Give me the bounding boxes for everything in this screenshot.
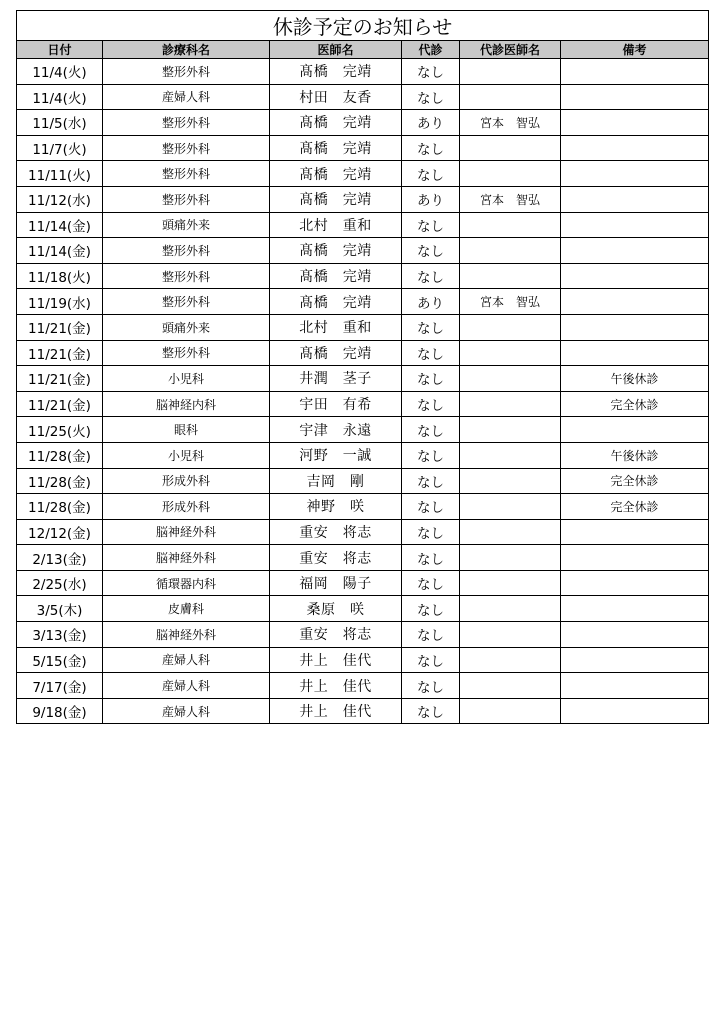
doctor-cell: 北村 重和	[270, 314, 402, 340]
table-row	[17, 596, 709, 622]
date-cell: 11/21(金)	[17, 391, 103, 417]
doctor-cell: 井上 佳代	[270, 698, 402, 724]
doctor-cell: 河野 一誠	[270, 442, 402, 468]
remarks-cell	[561, 673, 709, 699]
remarks-cell: 完全休診	[561, 468, 709, 494]
doctor-cell: 髙橋 完靖	[270, 161, 402, 187]
doctor-cell: 井潤 茎子	[270, 366, 402, 392]
doctor-cell: 重安 将志	[270, 622, 402, 648]
remarks-cell	[561, 698, 709, 724]
remarks-cell	[561, 238, 709, 264]
header-date: 日付	[17, 41, 103, 59]
department-cell: 小児科	[103, 366, 270, 392]
department-cell: 皮膚科	[103, 596, 270, 622]
substitute-doctor-cell	[460, 212, 561, 238]
remarks-cell	[561, 417, 709, 443]
table-row	[17, 110, 709, 136]
substitute-doctor-cell	[460, 673, 561, 699]
doctor-cell: 髙橋 完靖	[270, 135, 402, 161]
table-row	[17, 289, 709, 315]
table-row	[17, 673, 709, 699]
header-substitute-doctor: 代診医師名	[460, 41, 561, 59]
table-row	[17, 647, 709, 673]
table-row	[17, 186, 709, 212]
date-cell: 2/13(金)	[17, 545, 103, 571]
remarks-cell: 午後休診	[561, 366, 709, 392]
date-cell: 11/21(金)	[17, 314, 103, 340]
date-cell: 11/5(水)	[17, 110, 103, 136]
date-cell: 11/4(火)	[17, 59, 103, 85]
header-doctor: 医師名	[270, 41, 402, 59]
department-cell: 整形外科	[103, 263, 270, 289]
date-cell: 11/12(水)	[17, 186, 103, 212]
doctor-cell: 髙橋 完靖	[270, 110, 402, 136]
substitute-cell: なし	[402, 468, 460, 494]
substitute-doctor-cell	[460, 468, 561, 494]
remarks-cell	[561, 186, 709, 212]
substitute-doctor-cell	[460, 545, 561, 571]
substitute-cell: なし	[402, 366, 460, 392]
doctor-cell: 宇田 有希	[270, 391, 402, 417]
department-cell: 小児科	[103, 442, 270, 468]
table-row	[17, 84, 709, 110]
remarks-cell	[561, 135, 709, 161]
department-cell: 脳神経内科	[103, 391, 270, 417]
table-row	[17, 622, 709, 648]
department-cell: 脳神経外科	[103, 519, 270, 545]
remarks-cell	[561, 110, 709, 136]
substitute-cell: なし	[402, 698, 460, 724]
remarks-cell: 午後休診	[561, 442, 709, 468]
substitute-cell: なし	[402, 314, 460, 340]
substitute-cell: なし	[402, 84, 460, 110]
substitute-doctor-cell: 宮本 智弘	[460, 110, 561, 136]
remarks-cell: 完全休診	[561, 391, 709, 417]
table-row	[17, 391, 709, 417]
substitute-doctor-cell	[460, 340, 561, 366]
substitute-doctor-cell	[460, 596, 561, 622]
substitute-cell: なし	[402, 135, 460, 161]
remarks-cell	[561, 647, 709, 673]
date-cell: 12/12(金)	[17, 519, 103, 545]
doctor-cell: 宇津 永遠	[270, 417, 402, 443]
substitute-cell: なし	[402, 212, 460, 238]
remarks-cell	[561, 570, 709, 596]
date-cell: 7/17(金)	[17, 673, 103, 699]
department-cell: 形成外科	[103, 468, 270, 494]
substitute-doctor-cell: 宮本 智弘	[460, 186, 561, 212]
date-cell: 3/13(金)	[17, 622, 103, 648]
substitute-doctor-cell	[460, 366, 561, 392]
doctor-cell: 井上 佳代	[270, 673, 402, 699]
table-row	[17, 59, 709, 85]
date-cell: 11/14(金)	[17, 212, 103, 238]
date-cell: 11/21(金)	[17, 340, 103, 366]
table-row	[17, 545, 709, 571]
doctor-cell: 髙橋 完靖	[270, 340, 402, 366]
substitute-doctor-cell	[460, 84, 561, 110]
date-cell: 11/14(金)	[17, 238, 103, 264]
substitute-doctor-cell	[460, 59, 561, 85]
table-row	[17, 570, 709, 596]
doctor-cell: 北村 重和	[270, 212, 402, 238]
header-remarks: 備考	[561, 41, 709, 59]
doctor-cell: 吉岡 剛	[270, 468, 402, 494]
substitute-cell: なし	[402, 647, 460, 673]
substitute-doctor-cell	[460, 494, 561, 520]
date-cell: 11/21(金)	[17, 366, 103, 392]
table-row	[17, 314, 709, 340]
doctor-cell: 福岡 陽子	[270, 570, 402, 596]
date-cell: 5/15(金)	[17, 647, 103, 673]
doctor-cell: 村田 友香	[270, 84, 402, 110]
remarks-cell	[561, 519, 709, 545]
closure-schedule-table	[16, 10, 709, 724]
substitute-doctor-cell	[460, 391, 561, 417]
substitute-doctor-cell	[460, 417, 561, 443]
date-cell: 11/28(金)	[17, 442, 103, 468]
substitute-cell: なし	[402, 59, 460, 85]
substitute-doctor-cell	[460, 263, 561, 289]
department-cell: 産婦人科	[103, 673, 270, 699]
table-row	[17, 698, 709, 724]
remarks-cell	[561, 340, 709, 366]
table-row	[17, 238, 709, 264]
page-title: 休診予定のお知らせ	[17, 11, 709, 41]
date-cell: 11/28(金)	[17, 468, 103, 494]
doctor-cell: 神野 咲	[270, 494, 402, 520]
doctor-cell: 髙橋 完靖	[270, 238, 402, 264]
department-cell: 整形外科	[103, 161, 270, 187]
substitute-doctor-cell	[460, 442, 561, 468]
department-cell: 整形外科	[103, 110, 270, 136]
department-cell: 産婦人科	[103, 698, 270, 724]
date-cell: 2/25(水)	[17, 570, 103, 596]
substitute-cell: なし	[402, 263, 460, 289]
substitute-cell: なし	[402, 622, 460, 648]
table-row	[17, 417, 709, 443]
substitute-cell: なし	[402, 340, 460, 366]
substitute-doctor-cell	[460, 314, 561, 340]
date-cell: 11/28(金)	[17, 494, 103, 520]
table-row	[17, 161, 709, 187]
table-row	[17, 135, 709, 161]
table-row	[17, 212, 709, 238]
header-department: 診療科名	[103, 41, 270, 59]
remarks-cell	[561, 622, 709, 648]
table-row	[17, 519, 709, 545]
date-cell: 11/11(火)	[17, 161, 103, 187]
substitute-cell: なし	[402, 570, 460, 596]
closure-notice-sheet	[16, 10, 708, 724]
substitute-cell: あり	[402, 186, 460, 212]
date-cell: 11/19(水)	[17, 289, 103, 315]
department-cell: 産婦人科	[103, 84, 270, 110]
department-cell: 整形外科	[103, 186, 270, 212]
table-header-row	[17, 41, 709, 59]
department-cell: 整形外科	[103, 135, 270, 161]
department-cell: 循環器内科	[103, 570, 270, 596]
substitute-cell: なし	[402, 238, 460, 264]
header-substitute: 代診	[402, 41, 460, 59]
substitute-doctor-cell	[460, 519, 561, 545]
doctor-cell: 重安 将志	[270, 519, 402, 545]
substitute-doctor-cell	[460, 570, 561, 596]
remarks-cell	[561, 545, 709, 571]
table-body	[17, 59, 709, 724]
department-cell: 脳神経外科	[103, 545, 270, 571]
doctor-cell: 重安 将志	[270, 545, 402, 571]
substitute-doctor-cell	[460, 698, 561, 724]
doctor-cell: 井上 佳代	[270, 647, 402, 673]
substitute-doctor-cell	[460, 238, 561, 264]
substitute-doctor-cell	[460, 135, 561, 161]
department-cell: 産婦人科	[103, 647, 270, 673]
remarks-cell: 完全休診	[561, 494, 709, 520]
remarks-cell	[561, 59, 709, 85]
department-cell: 頭痛外来	[103, 314, 270, 340]
substitute-cell: あり	[402, 289, 460, 315]
doctor-cell: 髙橋 完靖	[270, 59, 402, 85]
remarks-cell	[561, 161, 709, 187]
doctor-cell: 桑原 咲	[270, 596, 402, 622]
substitute-cell: なし	[402, 442, 460, 468]
department-cell: 整形外科	[103, 289, 270, 315]
doctor-cell: 髙橋 完靖	[270, 263, 402, 289]
table-row	[17, 468, 709, 494]
substitute-cell: なし	[402, 519, 460, 545]
remarks-cell	[561, 289, 709, 315]
date-cell: 11/25(火)	[17, 417, 103, 443]
date-cell: 11/18(火)	[17, 263, 103, 289]
remarks-cell	[561, 314, 709, 340]
substitute-cell: あり	[402, 110, 460, 136]
table-row	[17, 494, 709, 520]
remarks-cell	[561, 596, 709, 622]
department-cell: 眼科	[103, 417, 270, 443]
department-cell: 整形外科	[103, 238, 270, 264]
department-cell: 脳神経外科	[103, 622, 270, 648]
substitute-doctor-cell	[460, 622, 561, 648]
department-cell: 形成外科	[103, 494, 270, 520]
substitute-cell: なし	[402, 417, 460, 443]
table-row	[17, 263, 709, 289]
remarks-cell	[561, 212, 709, 238]
date-cell: 3/5(木)	[17, 596, 103, 622]
substitute-cell: なし	[402, 494, 460, 520]
substitute-cell: なし	[402, 673, 460, 699]
date-cell: 11/7(火)	[17, 135, 103, 161]
doctor-cell: 髙橋 完靖	[270, 186, 402, 212]
department-cell: 整形外科	[103, 340, 270, 366]
table-row	[17, 442, 709, 468]
substitute-doctor-cell: 宮本 智弘	[460, 289, 561, 315]
substitute-cell: なし	[402, 391, 460, 417]
substitute-cell: なし	[402, 596, 460, 622]
substitute-doctor-cell	[460, 161, 561, 187]
table-row	[17, 366, 709, 392]
date-cell: 9/18(金)	[17, 698, 103, 724]
table-row	[17, 340, 709, 366]
remarks-cell	[561, 84, 709, 110]
department-cell: 整形外科	[103, 59, 270, 85]
department-cell: 頭痛外来	[103, 212, 270, 238]
substitute-cell: なし	[402, 545, 460, 571]
doctor-cell: 髙橋 完靖	[270, 289, 402, 315]
substitute-cell: なし	[402, 161, 460, 187]
substitute-doctor-cell	[460, 647, 561, 673]
date-cell: 11/4(火)	[17, 84, 103, 110]
remarks-cell	[561, 263, 709, 289]
